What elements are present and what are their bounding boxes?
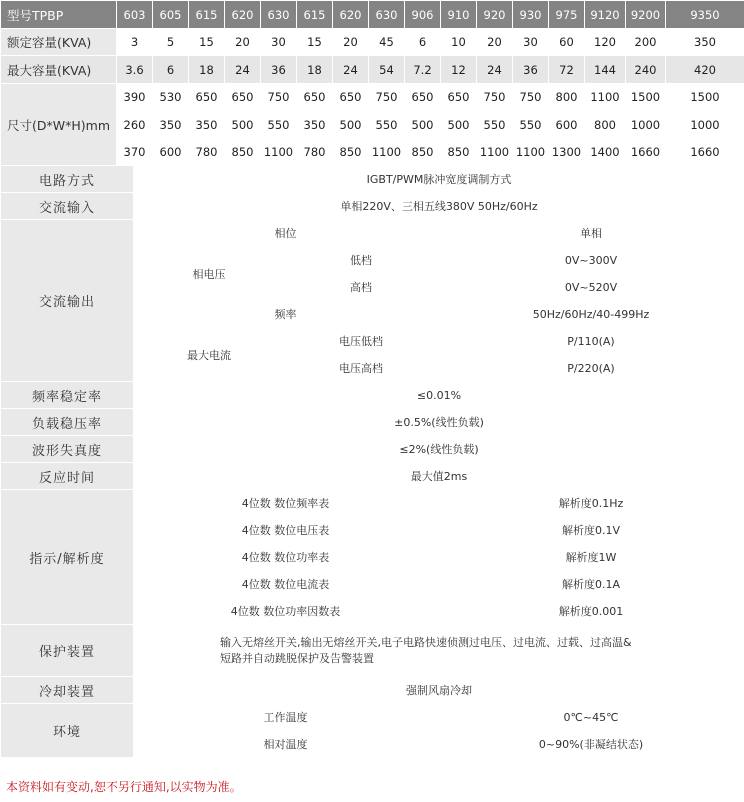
spec-cell: 1100 [369, 139, 405, 166]
spec-cell: 350 [666, 29, 744, 56]
spec-cell: 30 [261, 29, 297, 56]
response-value: 最大值2ms [134, 463, 744, 490]
spec-cell: 550 [477, 111, 513, 139]
low-value: 0V~300V [438, 247, 744, 274]
spec-cell: 850 [333, 139, 369, 166]
protection-row [1, 625, 744, 677]
spec-cell: 650 [441, 84, 477, 111]
spec-cell: 780 [297, 139, 333, 166]
model-cell: 9120 [585, 1, 626, 29]
humidity-label: 相对温度 [134, 731, 438, 758]
model-cell: 975 [549, 1, 585, 29]
circuit-label: 电路方式 [1, 166, 134, 193]
load-regulation-label: 负载稳压率 [1, 409, 134, 436]
freq-value: 50Hz/60Hz/40-499Hz [438, 301, 744, 328]
cur-low-label: 电压低档 [285, 328, 438, 355]
model-cell: 920 [477, 1, 513, 29]
model-cell: 630 [261, 1, 297, 29]
spec-cell: 72 [549, 56, 585, 84]
spec-cell: 1500 [626, 84, 666, 111]
model-cell: 605 [153, 1, 189, 29]
spec-cell: 650 [189, 84, 225, 111]
spec-cell: 350 [297, 111, 333, 139]
spec-cell: 24 [477, 56, 513, 84]
cooling-label: 冷却装置 [1, 677, 134, 704]
spec-cell: 15 [189, 29, 225, 56]
meter-resolution: 解析度0.1V [438, 517, 744, 544]
phase-value: 单相 [438, 220, 744, 247]
spec-cell: 1660 [666, 139, 744, 166]
spec-cell: 750 [477, 84, 513, 111]
spec-cell: 750 [261, 84, 297, 111]
meter-name: 4位数 数位电流表 [134, 571, 438, 598]
max-current-label: 最大电流 [134, 328, 285, 382]
spec-cell: 1300 [549, 139, 585, 166]
protection-line-1: 输入无熔丝开关,输出无熔丝开关,电子电路快速侦测过电压、过电流、过载、过高温& [220, 635, 632, 649]
cur-high-value: P/220(A) [438, 355, 744, 382]
footer-note: 本资料如有变动,恕不另行通知,以实物为准。 [6, 780, 242, 794]
spec-cell: 5 [153, 29, 189, 56]
temp-value: 0℃~45℃ [438, 704, 744, 731]
max-capacity-label: 最大容量(KVA) [1, 56, 117, 84]
response-row [1, 463, 744, 490]
spec-cell: 350 [189, 111, 225, 139]
spec-cell: 3 [117, 29, 153, 56]
spec-cell: 54 [369, 56, 405, 84]
meter-resolution: 解析度0.1A [438, 571, 744, 598]
spec-cell: 390 [117, 84, 153, 111]
circuit-value: IGBT/PWM脉冲宽度调制方式 [134, 166, 744, 193]
spec-cell: 7.2 [405, 56, 441, 84]
model-cell: 906 [405, 1, 441, 29]
spec-cell: 60 [549, 29, 585, 56]
spec-cell: 550 [513, 111, 549, 139]
spec-cell: 350 [153, 111, 189, 139]
spec-cell: 850 [225, 139, 261, 166]
waveform-row [1, 436, 744, 463]
environment-label: 环境 [1, 704, 134, 758]
spec-cell: 750 [369, 84, 405, 111]
spec-cell: 1000 [666, 111, 744, 139]
spec-cell: 36 [513, 56, 549, 84]
meter-name: 4位数 数位电压表 [134, 517, 438, 544]
indication-label: 指示/解析度 [1, 490, 134, 625]
spec-cell: 800 [585, 111, 626, 139]
model-cell: 9350 [666, 1, 744, 29]
spec-cell: 600 [549, 111, 585, 139]
meter-name: 4位数 数位频率表 [134, 490, 438, 517]
spec-cell: 1100 [477, 139, 513, 166]
meter-name: 4位数 数位功率因数表 [134, 598, 438, 625]
spec-cell: 1100 [261, 139, 297, 166]
spec-cell: 260 [117, 111, 153, 139]
temp-label: 工作温度 [134, 704, 438, 731]
response-label: 反应时间 [1, 463, 134, 490]
spec-cell: 600 [153, 139, 189, 166]
ac-output-phase-row [1, 220, 744, 247]
spec-cell: 10 [441, 29, 477, 56]
spec-cell: 780 [189, 139, 225, 166]
spec-cell: 24 [333, 56, 369, 84]
model-header-label: 型号TPBP [1, 1, 117, 29]
spec-cell: 12 [441, 56, 477, 84]
spec-cell: 550 [369, 111, 405, 139]
model-cell: 630 [369, 1, 405, 29]
spec-cell: 850 [441, 139, 477, 166]
spec-cell: 500 [225, 111, 261, 139]
spec-cell: 15 [297, 29, 333, 56]
spec-cell: 1100 [585, 84, 626, 111]
freq-label: 频率 [134, 301, 438, 328]
ac-output-label: 交流输出 [1, 220, 134, 382]
model-cell: 930 [513, 1, 549, 29]
spec-cell: 24 [225, 56, 261, 84]
humidity-value: 0~90%(非凝结状态) [438, 731, 744, 758]
max-capacity-row [1, 56, 744, 84]
ac-input-row [1, 193, 744, 220]
spec-cell: 650 [225, 84, 261, 111]
waveform-value: ≤2%(线性负载) [134, 436, 744, 463]
spec-cell: 800 [549, 84, 585, 111]
cur-high-label: 电压高档 [285, 355, 438, 382]
circuit-row [1, 166, 744, 193]
spec-cell: 18 [297, 56, 333, 84]
model-cell: 615 [189, 1, 225, 29]
load-regulation-value: ±0.5%(线性负载) [134, 409, 744, 436]
rated-capacity-row [1, 29, 744, 56]
spec-cell: 3.6 [117, 56, 153, 84]
phase-voltage-label: 相电压 [134, 247, 285, 301]
spec-cell: 6 [153, 56, 189, 84]
model-cell: 620 [225, 1, 261, 29]
spec-cell: 200 [626, 29, 666, 56]
spec-cell: 20 [333, 29, 369, 56]
indication-row [1, 490, 744, 517]
spec-cell: 650 [333, 84, 369, 111]
protection-line-2: 短路并自动跳脱保护及告警装置 [220, 651, 374, 665]
spec-cell: 530 [153, 84, 189, 111]
env-temp-row [1, 704, 744, 731]
spec-cell: 18 [189, 56, 225, 84]
dimension-d-row [1, 84, 744, 111]
model-spec-table [0, 0, 744, 166]
model-cell: 910 [441, 1, 477, 29]
model-cell: 603 [117, 1, 153, 29]
spec-cell: 420 [666, 56, 744, 84]
spec-cell: 120 [585, 29, 626, 56]
rated-capacity-label: 额定容量(KVA) [1, 29, 117, 56]
spec-cell: 20 [477, 29, 513, 56]
spec-cell: 144 [585, 56, 626, 84]
spec-cell: 550 [261, 111, 297, 139]
dimension-d-label: 尺寸(D*W*H)mm [1, 84, 117, 166]
spec-cell: 650 [297, 84, 333, 111]
spec-cell: 1400 [585, 139, 626, 166]
high-value: 0V~520V [438, 274, 744, 301]
spec-cell: 6 [405, 29, 441, 56]
spec-cell: 370 [117, 139, 153, 166]
spec-cell: 1000 [626, 111, 666, 139]
load-regulation-row [1, 409, 744, 436]
spec-cell: 1660 [626, 139, 666, 166]
protection-value [134, 625, 744, 677]
freq-stability-row [1, 382, 744, 409]
spec-cell: 30 [513, 29, 549, 56]
model-cell: 9200 [626, 1, 666, 29]
spec-cell: 500 [405, 111, 441, 139]
meter-resolution: 解析度0.001 [438, 598, 744, 625]
spec-cell: 45 [369, 29, 405, 56]
spec-cell: 36 [261, 56, 297, 84]
spec-cell: 20 [225, 29, 261, 56]
spec-cell: 500 [333, 111, 369, 139]
waveform-label: 波形失真度 [1, 436, 134, 463]
ac-input-value: 单相220V、三相五线380V 50Hz/60Hz [134, 193, 744, 220]
spec-cell: 650 [405, 84, 441, 111]
freq-stability-value: ≤0.01% [134, 382, 744, 409]
meter-name: 4位数 数位功率表 [134, 544, 438, 571]
protection-label: 保护装置 [1, 625, 134, 677]
model-cell: 615 [297, 1, 333, 29]
spec-cell: 1100 [513, 139, 549, 166]
ac-input-label: 交流输入 [1, 193, 134, 220]
model-cell: 620 [333, 1, 369, 29]
meter-resolution: 解析度0.1Hz [438, 490, 744, 517]
spec-cell: 750 [513, 84, 549, 111]
high-label: 高档 [285, 274, 438, 301]
spec-cell: 850 [405, 139, 441, 166]
cooling-value: 强制风扇冷却 [134, 677, 744, 704]
spec-cell: 240 [626, 56, 666, 84]
cur-low-value: P/110(A) [438, 328, 744, 355]
spec-cell: 1500 [666, 84, 744, 111]
meter-resolution: 解析度1W [438, 544, 744, 571]
low-label: 低档 [285, 247, 438, 274]
freq-stability-label: 频率稳定率 [1, 382, 134, 409]
phase-label: 相位 [134, 220, 438, 247]
model-header-row [1, 1, 744, 29]
cooling-row [1, 677, 744, 704]
electrical-spec-table [0, 165, 744, 758]
spec-cell: 500 [441, 111, 477, 139]
